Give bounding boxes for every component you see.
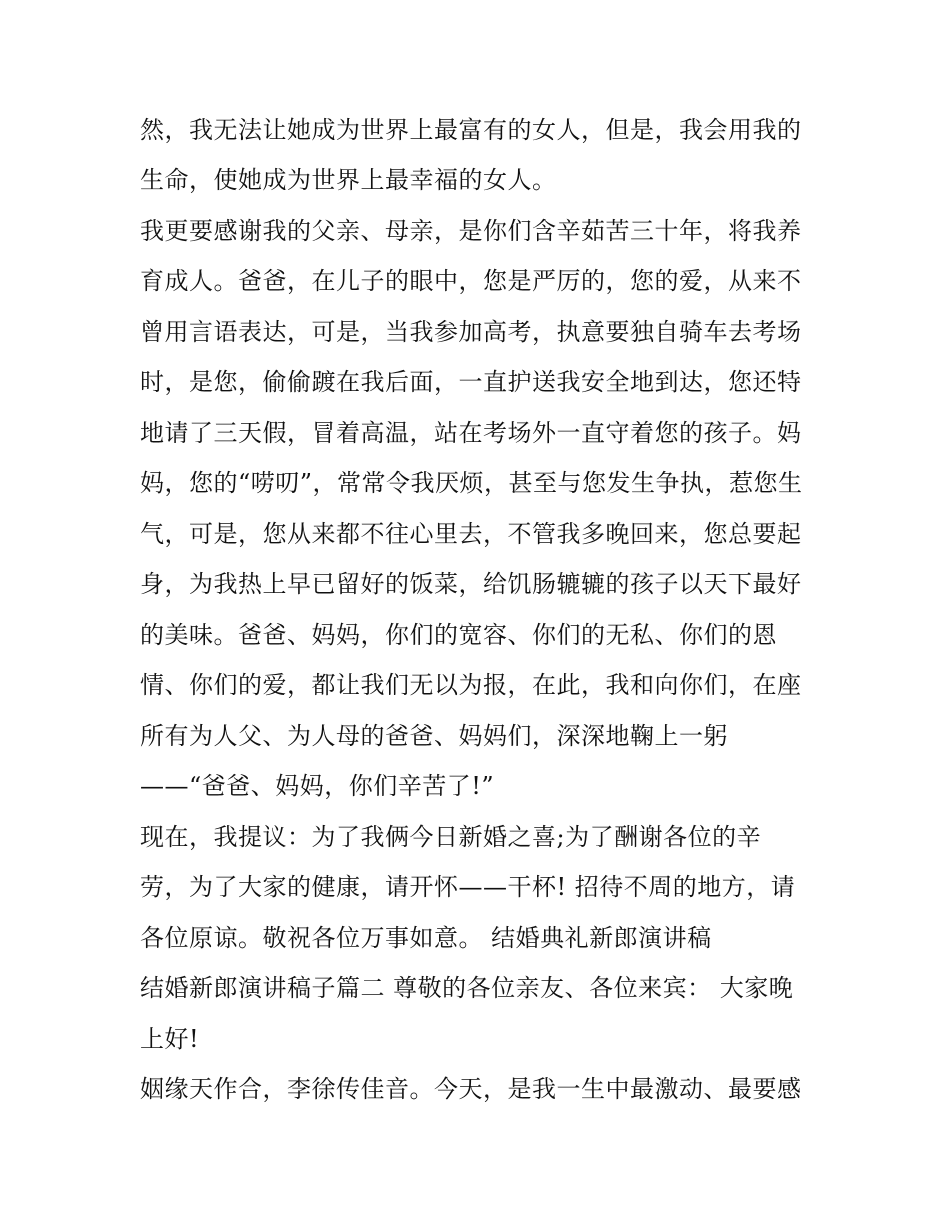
text-line: 然，我无法让她成为世界上最富有的女人，但是，我会用我的: [140, 116, 802, 144]
text-line: 上好!: [140, 1025, 200, 1053]
text-line: 气，可是，您从来都不往心里去，不管我多晚回来，您总要起: [140, 520, 802, 548]
text-line: 姻缘天作合，李徐传佳音。今天，是我一生中最激动、最要感: [140, 1075, 802, 1103]
text-line: 地请了三天假，冒着高温，站在考场外一直守着您的孩子。妈: [140, 419, 802, 447]
text-line: 曾用言语表达，可是，当我参加高考，执意要独自骑车去考场: [140, 318, 802, 346]
text-line: 生命，使她成为世界上最幸福的女人。: [140, 166, 557, 194]
text-line: 各位原谅。敬祝各位万事如意。 结婚典礼新郎演讲稿: [140, 924, 712, 952]
text-line: 劳，为了大家的健康，请开怀——干杯! 招待不周的地方，请: [140, 873, 796, 901]
text-line: 所有为人父、为人母的爸爸、妈妈们，深深地鞠上一躬: [140, 722, 728, 750]
text-line: 结婚新郎演讲稿子篇二 尊敬的各位亲友、各位来宾： 大家晚: [140, 974, 794, 1002]
text-line: 情、你们的爱，都让我们无以为报，在此，我和向你们，在座: [140, 671, 802, 699]
text-line: 时，是您，偷偷踱在我后面，一直护送我安全地到达，您还特: [140, 368, 802, 396]
text-line: 身，为我热上早已留好的饭菜，给饥肠辘辘的孩子以天下最好: [140, 570, 802, 598]
text-line: 妈，您的“唠叨”，常常令我厌烦，甚至与您发生争执，惹您生: [140, 469, 803, 497]
text-line: ——“爸爸、妈妈，你们辛苦了!”: [140, 772, 495, 800]
text-line: 我更要感谢我的父亲、母亲，是你们含辛茹苦三十年，将我养: [140, 217, 802, 245]
text-line: 育成人。爸爸，在儿子的眼中，您是严厉的，您的爱，从来不: [140, 267, 802, 295]
text-line: 的美味。爸爸、妈妈，你们的宽容、你们的无私、你们的恩: [140, 621, 777, 649]
text-line: 现在，我提议：为了我俩今日新婚之喜;为了酬谢各位的辛: [140, 823, 762, 851]
